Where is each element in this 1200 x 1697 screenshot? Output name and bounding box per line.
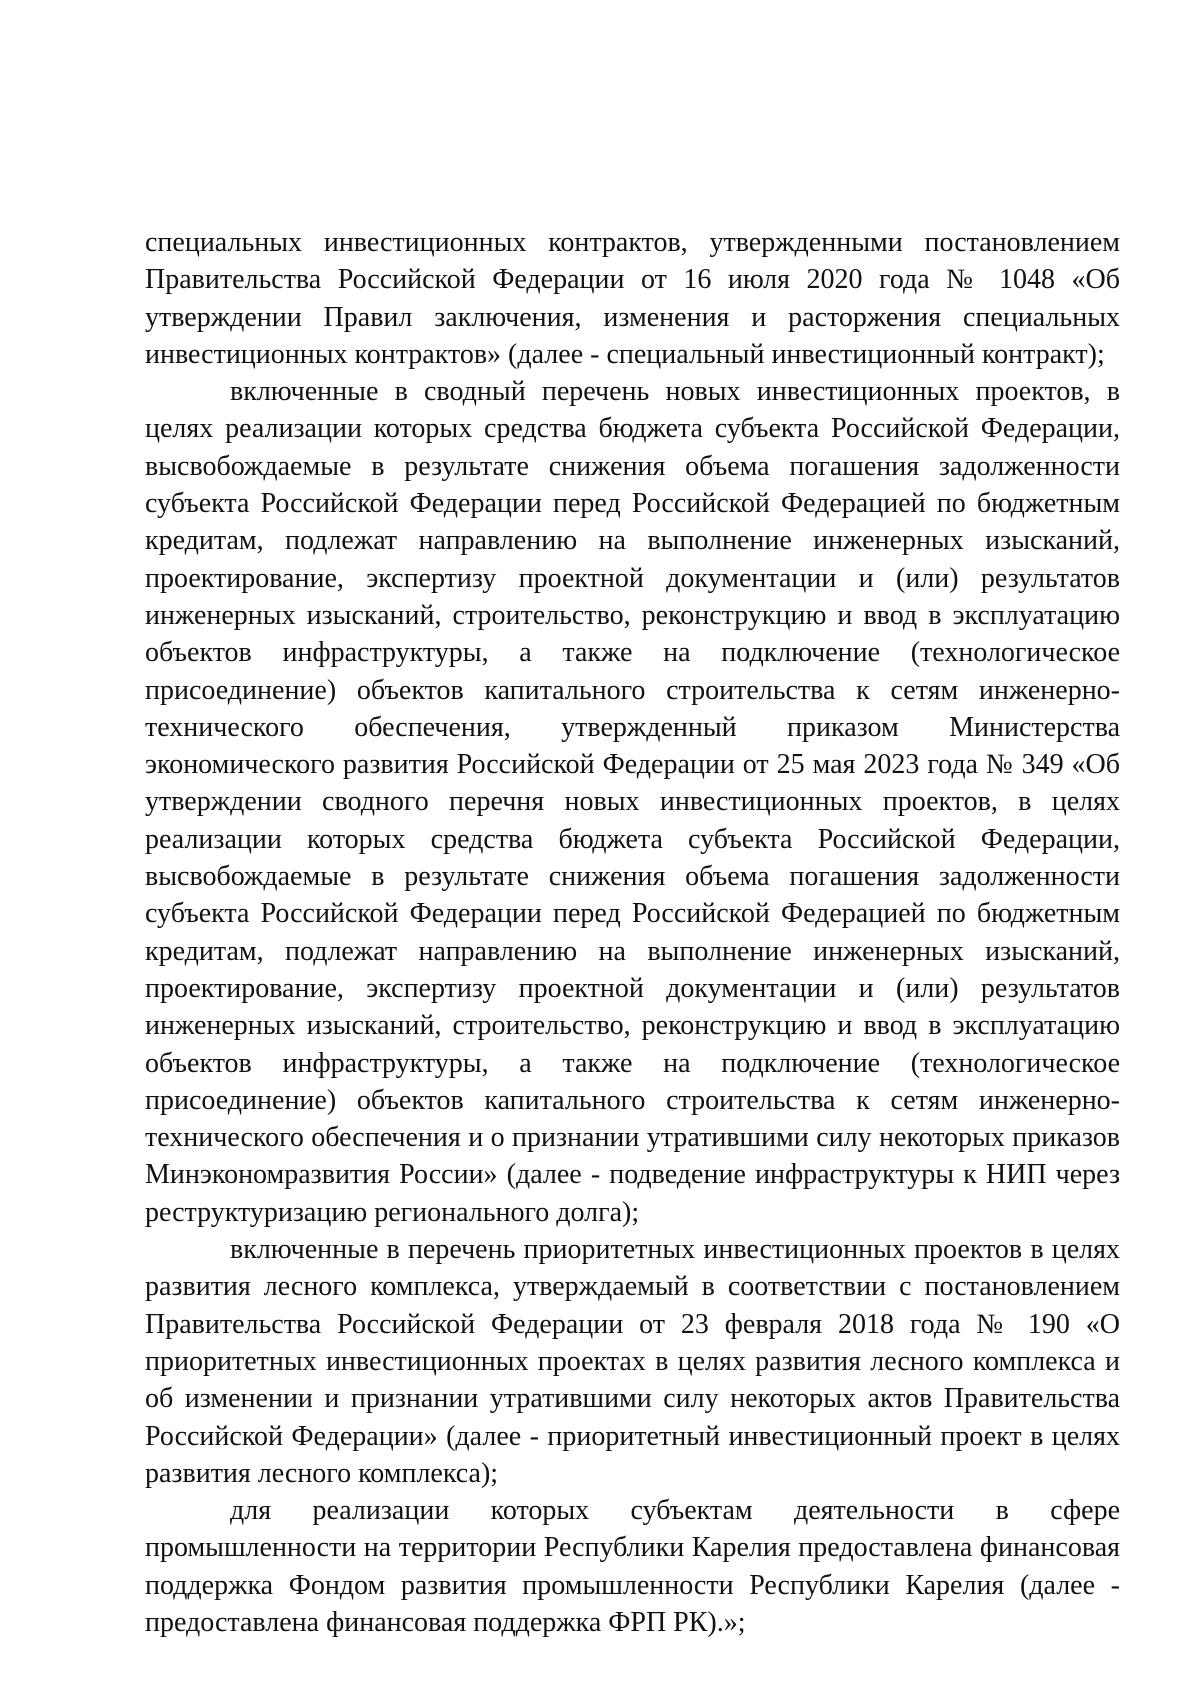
paragraph-special-investment-contracts: специальных инвестиционных контрактов, утвержденными постановлением Правительства Российской Федерации от 16 июля 2020 года № 1048 «Об утверждении Правил заключения, изменения и расторжения специальных инвестиционных контрактов» (далее - специальный инвестиционный контракт); (145, 227, 1120, 370)
paragraph-new-investment-projects-list: включенные в сводный перечень новых инвестиционных проектов, в целях реализации которых средства бюджета субъекта Российской Федерации, высвобождаемые в результате снижения объема погашения задолженности субъекта Российской Федерации перед Российской Федерацией по бюджетным кредитам, подлежат направлению на выполнение инженерных изысканий, проектирование, экспертизу проектной документации и (или) результатов инженерных изысканий, строительство, реконструкцию и ввод в эксплуатацию объектов инфраструктуры, а также на подключение (технологическое присоединение) объектов капитального строительства к сетям инженерно-технического обеспечения, утвержденный приказом Министерства экономического развития Российской Федерации от 25 мая 2023 года № 349 «Об утверждении сводного перечня новых инвестиционных проектов, в целях реализации которых средства бюджета субъекта Российской Федерации, высвобождаемые в результате снижения объема погашения задолженности субъекта Российской Федерации перед Российской Федерацией по бюджетным кредитам, подлежат направлению на выполнение инженерных изысканий, проектирование, экспертизу проектной документации и (или) результатов инженерных изысканий, строительство, реконструкцию и ввод в эксплуатацию объектов инфраструктуры, а также на подключение (технологическое присоединение) объектов капитального строительства к сетям инженерно-технического обеспечения и о признании утратившими силу некоторых приказов Минэкономразвития России» (далее - подведение инфраструктуры к НИП через реструктуризацию регионального долга); (145, 376, 1120, 1228)
paragraph-forest-complex-priority-projects: включенные в перечень приоритетных инвестиционных проектов в целях развития лесного комплекса, утверждаемый в соответствии с постановлением Правительства Российской Федерации от 23 февраля 2018 года № 190 «О приоритетных инвестиционных проектах в целях развития лесного комплекса и об изменении и признании утратившими силу некоторых актов Правительства Российской Федерации» (далее - приоритетный инвестиционный проект в целях развития лесного комплекса); (145, 1234, 1120, 1489)
paragraph-industry-development-fund-support: для реализации которых субъектам деятельности в сфере промышленности на территории Республики Карелия предоставлена финансовая поддержка Фондом развития промышленности Республики Карелия (далее - предоставлена финансовая поддержка ФРП РК).»; (145, 1495, 1120, 1638)
document-body (145, 224, 1120, 1641)
